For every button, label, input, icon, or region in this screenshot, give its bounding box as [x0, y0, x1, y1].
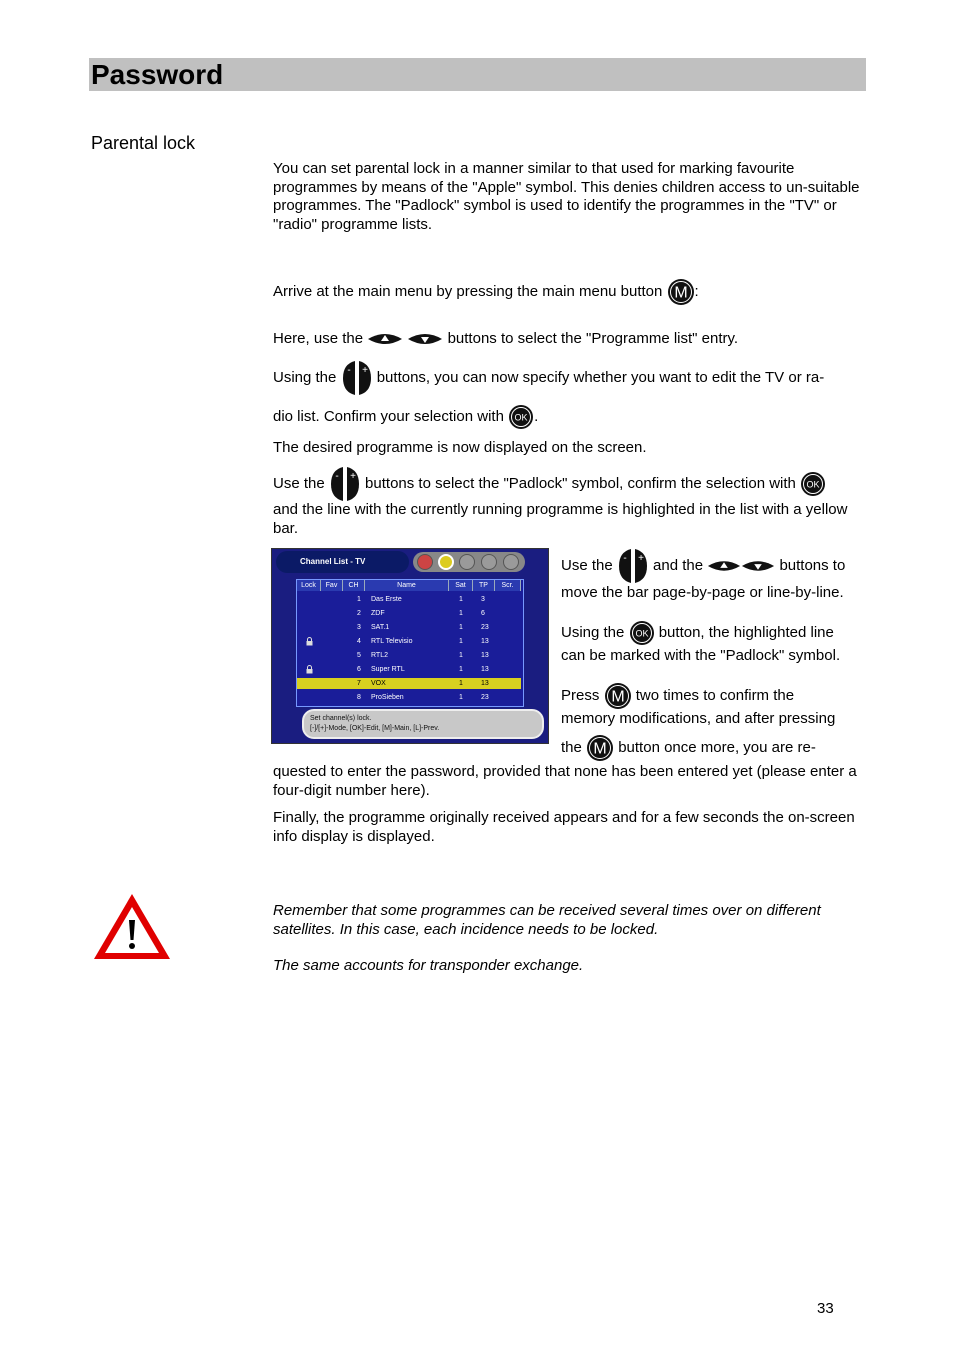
menu-button-icon [604, 682, 632, 710]
step-text: Here, use the [273, 330, 364, 347]
step-finally: Finally, the programme originally received appears and for a few seconds the on-screen info display is displayed. [273, 809, 855, 845]
step-tv-radio [273, 360, 863, 396]
step-main-menu [273, 278, 863, 306]
screen-header: Channel List - TV [276, 551, 409, 573]
page-number: 33 [817, 1300, 834, 1317]
step-memory: memory modifications, and after pressing [561, 710, 836, 727]
up-arrow-button-icon [367, 331, 403, 347]
plus-label: + [637, 553, 644, 564]
row-name: VOX [371, 680, 386, 687]
step-mark-padlock-2: can be marked with the "Padlock" symbol. [561, 647, 841, 664]
col-tp: TP [473, 580, 495, 591]
screen-icon-bar [413, 552, 525, 572]
footer-line-1: Set channel(s) lock. [310, 715, 372, 722]
minus-plus-button-icon [329, 466, 361, 502]
minus-plus-button-icon [617, 548, 649, 584]
table-row [297, 664, 521, 675]
row-sat: 1 [459, 596, 463, 603]
step-text: button once more, you are re- [618, 738, 816, 756]
ok-button-icon [508, 404, 534, 430]
row-ch: 4 [357, 638, 361, 645]
step-text: Use the [273, 474, 325, 492]
step-press-menu [561, 682, 866, 710]
minus-plus-button-icon [341, 360, 373, 396]
step-text: Arrive at the main menu by pressing the main menu button [273, 282, 663, 300]
col-fav: Fav [321, 580, 343, 591]
step-text: Press [561, 686, 600, 704]
step-text: button, the highlighted line [658, 623, 834, 641]
down-arrow-button-icon [741, 558, 775, 574]
step-text: and the [653, 556, 704, 574]
col-ch: CH [343, 580, 365, 591]
row-name: ZDF [371, 610, 385, 617]
step-select-programme-list [273, 330, 863, 349]
row-padlock-icon [305, 665, 314, 674]
up-arrow-button-icon [707, 558, 741, 574]
add-icon [503, 554, 519, 570]
step-page-line-2: move the bar page-by-page or line-by-line. [561, 584, 844, 601]
row-tp: 23 [481, 624, 489, 631]
down-arrow-button-icon [407, 331, 443, 347]
row-ch: 7 [357, 680, 361, 687]
table-row [297, 594, 521, 605]
row-name: RTL2 [371, 652, 388, 659]
step-press-again [561, 734, 866, 762]
col-sat: Sat [449, 580, 473, 591]
step-text: two times to confirm the [635, 686, 795, 704]
row-ch: 1 [357, 596, 361, 603]
row-ch: 6 [357, 666, 361, 673]
menu-button-icon [586, 734, 614, 762]
ok-button-icon [800, 471, 826, 497]
table-row [297, 692, 521, 703]
menu-button-label: M [593, 740, 607, 758]
step-text: . [534, 407, 539, 425]
menu-button-label: M [673, 284, 688, 302]
intro-paragraph: You can set parental lock in a manner similar to that used for marking favourite programmes by means of the "Apple" symbol. This denies children access to un-suitable programmes. The "Padlock" symbol is used to identify the programmes in the "TV" or "radio" programme lists. [273, 160, 860, 233]
row-ch: 8 [357, 694, 361, 701]
step-text: the [561, 738, 582, 756]
step-padlock [273, 466, 863, 502]
table-row-highlighted [297, 678, 521, 689]
row-sat: 1 [459, 638, 463, 645]
section-heading: Parental lock [91, 133, 196, 153]
warning-text-1: Remember that some programmes can be received several times over on different satellites. In this case, each incidence needs to be locked. [273, 902, 821, 938]
plus-label: + [361, 365, 368, 376]
row-tp: 6 [481, 610, 485, 617]
ok-label: OK [514, 412, 528, 423]
menu-button-icon [667, 278, 695, 306]
step-text: dio list. Confirm your selection with [273, 407, 504, 425]
step-page-line [561, 548, 866, 584]
table-row [297, 608, 521, 619]
step-text: Using the [561, 623, 625, 641]
row-sat: 1 [459, 652, 463, 659]
step-text: : [694, 282, 699, 300]
padlock-icon [438, 554, 454, 570]
delete-icon [481, 554, 497, 570]
row-sat: 1 [459, 680, 463, 687]
row-padlock-icon [305, 637, 314, 646]
step-highlight: and the line with the currently running programme is highlighted in the list with a yellow bar. [273, 501, 848, 537]
table-row [297, 650, 521, 661]
row-ch: 5 [357, 652, 361, 659]
col-lock: Lock [297, 580, 321, 591]
step-password: quested to enter the password, provided that none has been entered yet (please enter a four-digit number here). [273, 763, 857, 799]
row-tp: 13 [481, 652, 489, 659]
menu-button-label: M [610, 688, 625, 706]
step-text: Using the [273, 368, 337, 386]
step-text: buttons to [779, 556, 846, 574]
table-row [297, 622, 521, 633]
footer-line-2: [-]/[+]-Mode, [OK]-Edit, [M]-Main, [L]-Prev. [310, 725, 440, 732]
step-text: Use the [561, 556, 613, 574]
step-confirm [273, 404, 863, 430]
row-sat: 1 [459, 694, 463, 701]
col-name: Name [365, 580, 449, 591]
minus-label: - [335, 471, 339, 482]
col-scr: Scr. [495, 580, 521, 591]
warning-text-2: The same accounts for transponder exchange. [273, 957, 584, 974]
row-name: RTL Televisio [371, 638, 413, 645]
ok-label: OK [806, 479, 820, 490]
row-ch: 3 [357, 624, 361, 631]
tv-screen-screenshot [271, 548, 549, 744]
step-displayed: The desired programme is now displayed on the screen. [273, 439, 647, 456]
step-text: buttons, you can now specify whether you want to edit the TV or ra- [376, 368, 825, 386]
plus-label: + [349, 471, 356, 482]
page-title: Password [91, 59, 224, 90]
step-mark-padlock [561, 620, 866, 646]
ok-label: OK [635, 628, 649, 639]
row-name: ProSieben [371, 694, 404, 701]
title-bar [89, 58, 866, 91]
ok-button-icon [629, 620, 655, 646]
row-tp: 13 [481, 666, 489, 673]
channel-table [296, 579, 524, 707]
row-ch: 2 [357, 610, 361, 617]
row-tp: 13 [481, 680, 489, 687]
table-row [297, 636, 521, 647]
step-text: buttons to select the "Programme list" entry. [447, 330, 739, 347]
row-name: Das Erste [371, 596, 402, 603]
row-name: SAT.1 [371, 624, 390, 631]
row-tp: 3 [481, 596, 485, 603]
row-name: Super RTL [371, 666, 405, 673]
minus-label: - [346, 365, 351, 376]
screen-footer [302, 709, 544, 739]
warning-triangle-icon [92, 892, 172, 962]
apple-icon [417, 554, 433, 570]
row-sat: 1 [459, 610, 463, 617]
row-sat: 1 [459, 666, 463, 673]
move-icon [459, 554, 475, 570]
row-sat: 1 [459, 624, 463, 631]
step-text: buttons to select the "Padlock" symbol, confirm the selection with [365, 474, 796, 492]
minus-label: - [623, 553, 627, 564]
row-tp: 13 [481, 638, 489, 645]
row-tp: 23 [481, 694, 489, 701]
